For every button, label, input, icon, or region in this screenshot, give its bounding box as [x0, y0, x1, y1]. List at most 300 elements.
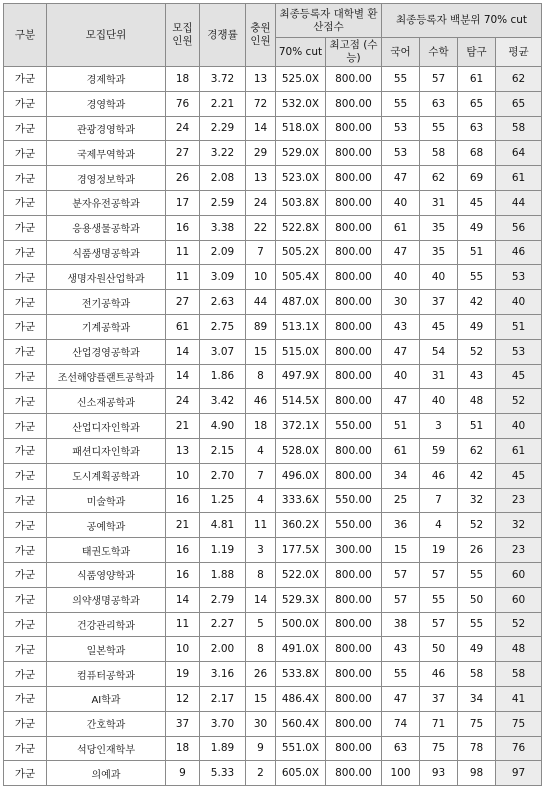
- header-max-score: 최고점 (수능): [326, 38, 382, 67]
- cut70-cell: 532.0X: [276, 91, 326, 116]
- korean-cell: 51: [382, 414, 420, 439]
- korean-cell: 34: [382, 463, 420, 488]
- division-cell: 가군: [4, 662, 47, 687]
- division-cell: 가군: [4, 686, 47, 711]
- average-cell: 52: [496, 612, 542, 637]
- max-score-cell: 300.00: [326, 538, 382, 563]
- cut70-cell: 360.2X: [276, 513, 326, 538]
- division-cell: 가군: [4, 215, 47, 240]
- inquiry-cell: 61: [458, 67, 496, 92]
- additional-cell: 14: [246, 587, 276, 612]
- competition-cell: 2.00: [200, 637, 246, 662]
- inquiry-cell: 52: [458, 339, 496, 364]
- korean-cell: 25: [382, 488, 420, 513]
- quota-cell: 18: [166, 67, 200, 92]
- quota-cell: 11: [166, 240, 200, 265]
- unit-cell: 공예학과: [47, 513, 166, 538]
- table-row: [4, 414, 542, 439]
- average-cell: 60: [496, 562, 542, 587]
- division-cell: 가군: [4, 190, 47, 215]
- max-score-cell: 800.00: [326, 686, 382, 711]
- table-row: [4, 116, 542, 141]
- unit-cell: 식품생명공학과: [47, 240, 166, 265]
- table-row: [4, 240, 542, 265]
- table-row: [4, 339, 542, 364]
- division-cell: 가군: [4, 339, 47, 364]
- inquiry-cell: 63: [458, 116, 496, 141]
- header-additional: 충원 인원: [246, 4, 276, 67]
- inquiry-cell: 52: [458, 513, 496, 538]
- table-row: [4, 190, 542, 215]
- inquiry-cell: 69: [458, 166, 496, 191]
- additional-cell: 7: [246, 463, 276, 488]
- competition-cell: 3.42: [200, 389, 246, 414]
- division-cell: 가군: [4, 116, 47, 141]
- inquiry-cell: 78: [458, 736, 496, 761]
- unit-cell: 의약생명공학과: [47, 587, 166, 612]
- math-cell: 54: [420, 339, 458, 364]
- math-cell: 40: [420, 389, 458, 414]
- quota-cell: 16: [166, 215, 200, 240]
- unit-cell: 응용생물공학과: [47, 215, 166, 240]
- korean-cell: 38: [382, 612, 420, 637]
- korean-cell: 53: [382, 116, 420, 141]
- additional-cell: 7: [246, 240, 276, 265]
- quota-cell: 27: [166, 290, 200, 315]
- average-cell: 45: [496, 463, 542, 488]
- average-cell: 58: [496, 662, 542, 687]
- header-quota: 모집 인원: [166, 4, 200, 67]
- table-row: [4, 389, 542, 414]
- division-cell: 가군: [4, 562, 47, 587]
- inquiry-cell: 48: [458, 389, 496, 414]
- division-cell: 가군: [4, 711, 47, 736]
- max-score-cell: 800.00: [326, 91, 382, 116]
- average-cell: 41: [496, 686, 542, 711]
- additional-cell: 26: [246, 662, 276, 687]
- competition-cell: 2.27: [200, 612, 246, 637]
- division-cell: 가군: [4, 141, 47, 166]
- table-row: [4, 662, 542, 687]
- table-body: [4, 67, 542, 786]
- korean-cell: 47: [382, 686, 420, 711]
- quota-cell: 19: [166, 662, 200, 687]
- additional-cell: 8: [246, 637, 276, 662]
- competition-cell: 4.90: [200, 414, 246, 439]
- unit-cell: 조선해양플랜트공학과: [47, 364, 166, 389]
- division-cell: 가군: [4, 463, 47, 488]
- competition-cell: 2.09: [200, 240, 246, 265]
- unit-cell: 태권도학과: [47, 538, 166, 563]
- unit-cell: 산업디자인학과: [47, 414, 166, 439]
- max-score-cell: 800.00: [326, 736, 382, 761]
- inquiry-cell: 51: [458, 240, 496, 265]
- math-cell: 45: [420, 314, 458, 339]
- table-row: [4, 562, 542, 587]
- additional-cell: 15: [246, 339, 276, 364]
- average-cell: 51: [496, 314, 542, 339]
- table-row: [4, 513, 542, 538]
- additional-cell: 22: [246, 215, 276, 240]
- korean-cell: 55: [382, 91, 420, 116]
- inquiry-cell: 98: [458, 761, 496, 786]
- unit-cell: 경제학과: [47, 67, 166, 92]
- unit-cell: 간호학과: [47, 711, 166, 736]
- math-cell: 57: [420, 562, 458, 587]
- inquiry-cell: 49: [458, 314, 496, 339]
- max-score-cell: 800.00: [326, 463, 382, 488]
- inquiry-cell: 58: [458, 662, 496, 687]
- unit-cell: 분자유전공학과: [47, 190, 166, 215]
- korean-cell: 47: [382, 339, 420, 364]
- unit-cell: 관광경영학과: [47, 116, 166, 141]
- quota-cell: 27: [166, 141, 200, 166]
- additional-cell: 8: [246, 364, 276, 389]
- competition-cell: 2.75: [200, 314, 246, 339]
- quota-cell: 14: [166, 339, 200, 364]
- unit-cell: 경영학과: [47, 91, 166, 116]
- math-cell: 55: [420, 116, 458, 141]
- math-cell: 31: [420, 190, 458, 215]
- math-cell: 59: [420, 438, 458, 463]
- quota-cell: 26: [166, 166, 200, 191]
- inquiry-cell: 49: [458, 215, 496, 240]
- competition-cell: 3.07: [200, 339, 246, 364]
- max-score-cell: 800.00: [326, 389, 382, 414]
- math-cell: 31: [420, 364, 458, 389]
- max-score-cell: 800.00: [326, 612, 382, 637]
- table-row: [4, 538, 542, 563]
- table-row: [4, 265, 542, 290]
- header-math: 수학: [420, 38, 458, 67]
- table-row: [4, 463, 542, 488]
- additional-cell: 44: [246, 290, 276, 315]
- korean-cell: 40: [382, 190, 420, 215]
- division-cell: 가군: [4, 488, 47, 513]
- competition-cell: 2.59: [200, 190, 246, 215]
- table-row: [4, 215, 542, 240]
- quota-cell: 9: [166, 761, 200, 786]
- competition-cell: 3.16: [200, 662, 246, 687]
- cut70-cell: 503.8X: [276, 190, 326, 215]
- inquiry-cell: 42: [458, 463, 496, 488]
- quota-cell: 24: [166, 389, 200, 414]
- math-cell: 62: [420, 166, 458, 191]
- korean-cell: 100: [382, 761, 420, 786]
- quota-cell: 24: [166, 116, 200, 141]
- competition-cell: 5.33: [200, 761, 246, 786]
- unit-cell: 국제무역학과: [47, 141, 166, 166]
- inquiry-cell: 34: [458, 686, 496, 711]
- average-cell: 62: [496, 67, 542, 92]
- average-cell: 76: [496, 736, 542, 761]
- unit-cell: 전기공학과: [47, 290, 166, 315]
- cut70-cell: 177.5X: [276, 538, 326, 563]
- quota-cell: 10: [166, 463, 200, 488]
- table-row: [4, 314, 542, 339]
- max-score-cell: 800.00: [326, 116, 382, 141]
- competition-cell: 2.70: [200, 463, 246, 488]
- korean-cell: 61: [382, 438, 420, 463]
- max-score-cell: 800.00: [326, 265, 382, 290]
- table-row: [4, 166, 542, 191]
- additional-cell: 5: [246, 612, 276, 637]
- division-cell: 가군: [4, 761, 47, 786]
- additional-cell: 3: [246, 538, 276, 563]
- average-cell: 40: [496, 414, 542, 439]
- max-score-cell: 800.00: [326, 339, 382, 364]
- math-cell: 71: [420, 711, 458, 736]
- cut70-cell: 529.3X: [276, 587, 326, 612]
- average-cell: 40: [496, 290, 542, 315]
- competition-cell: 2.15: [200, 438, 246, 463]
- inquiry-cell: 49: [458, 637, 496, 662]
- header-unit: 모집단위: [47, 4, 166, 67]
- table-row: [4, 736, 542, 761]
- math-cell: 46: [420, 662, 458, 687]
- math-cell: 57: [420, 67, 458, 92]
- quota-cell: 21: [166, 513, 200, 538]
- additional-cell: 4: [246, 488, 276, 513]
- korean-cell: 55: [382, 662, 420, 687]
- average-cell: 48: [496, 637, 542, 662]
- unit-cell: 도시계획공학과: [47, 463, 166, 488]
- quota-cell: 16: [166, 562, 200, 587]
- quota-cell: 13: [166, 438, 200, 463]
- competition-cell: 1.89: [200, 736, 246, 761]
- competition-cell: 3.70: [200, 711, 246, 736]
- competition-cell: 4.81: [200, 513, 246, 538]
- korean-cell: 43: [382, 314, 420, 339]
- quota-cell: 16: [166, 488, 200, 513]
- max-score-cell: 800.00: [326, 364, 382, 389]
- math-cell: 93: [420, 761, 458, 786]
- quota-cell: 11: [166, 265, 200, 290]
- division-cell: 가군: [4, 414, 47, 439]
- cut70-cell: 605.0X: [276, 761, 326, 786]
- cut70-cell: 560.4X: [276, 711, 326, 736]
- math-cell: 58: [420, 141, 458, 166]
- additional-cell: 72: [246, 91, 276, 116]
- max-score-cell: 800.00: [326, 637, 382, 662]
- average-cell: 44: [496, 190, 542, 215]
- division-cell: 가군: [4, 587, 47, 612]
- additional-cell: 30: [246, 711, 276, 736]
- additional-cell: 46: [246, 389, 276, 414]
- additional-cell: 8: [246, 562, 276, 587]
- math-cell: 50: [420, 637, 458, 662]
- math-cell: 40: [420, 265, 458, 290]
- quota-cell: 37: [166, 711, 200, 736]
- quota-cell: 61: [166, 314, 200, 339]
- competition-cell: 1.88: [200, 562, 246, 587]
- korean-cell: 47: [382, 389, 420, 414]
- competition-cell: 3.22: [200, 141, 246, 166]
- inquiry-cell: 65: [458, 91, 496, 116]
- max-score-cell: 550.00: [326, 513, 382, 538]
- cut70-cell: 505.4X: [276, 265, 326, 290]
- competition-cell: 2.08: [200, 166, 246, 191]
- math-cell: 37: [420, 686, 458, 711]
- quota-cell: 21: [166, 414, 200, 439]
- division-cell: 가군: [4, 513, 47, 538]
- cut70-cell: 491.0X: [276, 637, 326, 662]
- math-cell: 37: [420, 290, 458, 315]
- korean-cell: 40: [382, 364, 420, 389]
- cut70-cell: 333.6X: [276, 488, 326, 513]
- table-row: [4, 761, 542, 786]
- math-cell: 46: [420, 463, 458, 488]
- max-score-cell: 800.00: [326, 215, 382, 240]
- inquiry-cell: 26: [458, 538, 496, 563]
- inquiry-cell: 75: [458, 711, 496, 736]
- division-cell: 가군: [4, 438, 47, 463]
- inquiry-cell: 55: [458, 612, 496, 637]
- additional-cell: 29: [246, 141, 276, 166]
- additional-cell: 13: [246, 166, 276, 191]
- average-cell: 52: [496, 389, 542, 414]
- admission-results-table: [3, 3, 542, 786]
- average-cell: 23: [496, 538, 542, 563]
- korean-cell: 74: [382, 711, 420, 736]
- korean-cell: 57: [382, 562, 420, 587]
- table-row: [4, 91, 542, 116]
- math-cell: 55: [420, 587, 458, 612]
- division-cell: 가군: [4, 364, 47, 389]
- math-cell: 4: [420, 513, 458, 538]
- quota-cell: 11: [166, 612, 200, 637]
- table-row: [4, 67, 542, 92]
- math-cell: 75: [420, 736, 458, 761]
- quota-cell: 12: [166, 686, 200, 711]
- unit-cell: 의예과: [47, 761, 166, 786]
- competition-cell: 2.21: [200, 91, 246, 116]
- cut70-cell: 533.8X: [276, 662, 326, 687]
- korean-cell: 40: [382, 265, 420, 290]
- quota-cell: 76: [166, 91, 200, 116]
- inquiry-cell: 62: [458, 438, 496, 463]
- cut70-cell: 513.1X: [276, 314, 326, 339]
- max-score-cell: 800.00: [326, 67, 382, 92]
- additional-cell: 24: [246, 190, 276, 215]
- unit-cell: 미술학과: [47, 488, 166, 513]
- max-score-cell: 800.00: [326, 290, 382, 315]
- average-cell: 53: [496, 339, 542, 364]
- inquiry-cell: 42: [458, 290, 496, 315]
- korean-cell: 36: [382, 513, 420, 538]
- unit-cell: 기계공학과: [47, 314, 166, 339]
- average-cell: 61: [496, 166, 542, 191]
- cut70-cell: 505.2X: [276, 240, 326, 265]
- competition-cell: 1.86: [200, 364, 246, 389]
- header-division: 구분: [4, 4, 47, 67]
- quota-cell: 18: [166, 736, 200, 761]
- cut70-cell: 500.0X: [276, 612, 326, 637]
- korean-cell: 55: [382, 67, 420, 92]
- average-cell: 32: [496, 513, 542, 538]
- korean-cell: 53: [382, 141, 420, 166]
- inquiry-cell: 45: [458, 190, 496, 215]
- unit-cell: 일본학과: [47, 637, 166, 662]
- cut70-cell: 522.0X: [276, 562, 326, 587]
- additional-cell: 89: [246, 314, 276, 339]
- cut70-cell: 515.0X: [276, 339, 326, 364]
- math-cell: 35: [420, 215, 458, 240]
- competition-cell: 2.29: [200, 116, 246, 141]
- unit-cell: 생명자원산업학과: [47, 265, 166, 290]
- division-cell: 가군: [4, 240, 47, 265]
- unit-cell: 패션디자인학과: [47, 438, 166, 463]
- inquiry-cell: 43: [458, 364, 496, 389]
- korean-cell: 63: [382, 736, 420, 761]
- average-cell: 53: [496, 265, 542, 290]
- korean-cell: 61: [382, 215, 420, 240]
- average-cell: 58: [496, 116, 542, 141]
- inquiry-cell: 55: [458, 265, 496, 290]
- cut70-cell: 529.0X: [276, 141, 326, 166]
- table-row: [4, 587, 542, 612]
- additional-cell: 13: [246, 67, 276, 92]
- header-percentile-group: 최종등록자 백분위 70% cut: [382, 4, 542, 38]
- average-cell: 65: [496, 91, 542, 116]
- max-score-cell: 800.00: [326, 761, 382, 786]
- korean-cell: 30: [382, 290, 420, 315]
- unit-cell: 산업경영공학과: [47, 339, 166, 364]
- division-cell: 가군: [4, 389, 47, 414]
- table-row: [4, 141, 542, 166]
- average-cell: 56: [496, 215, 542, 240]
- quota-cell: 14: [166, 587, 200, 612]
- unit-cell: 신소재공학과: [47, 389, 166, 414]
- average-cell: 97: [496, 761, 542, 786]
- table-row: [4, 438, 542, 463]
- inquiry-cell: 68: [458, 141, 496, 166]
- max-score-cell: 800.00: [326, 314, 382, 339]
- table-row: [4, 290, 542, 315]
- average-cell: 45: [496, 364, 542, 389]
- math-cell: 35: [420, 240, 458, 265]
- additional-cell: 11: [246, 513, 276, 538]
- competition-cell: 3.09: [200, 265, 246, 290]
- table-row: [4, 364, 542, 389]
- max-score-cell: 800.00: [326, 240, 382, 265]
- additional-cell: 15: [246, 686, 276, 711]
- cut70-cell: 525.0X: [276, 67, 326, 92]
- math-cell: 57: [420, 612, 458, 637]
- additional-cell: 2: [246, 761, 276, 786]
- competition-cell: 2.79: [200, 587, 246, 612]
- competition-cell: 3.38: [200, 215, 246, 240]
- competition-cell: 2.63: [200, 290, 246, 315]
- division-cell: 가군: [4, 265, 47, 290]
- quota-cell: 10: [166, 637, 200, 662]
- max-score-cell: 800.00: [326, 711, 382, 736]
- average-cell: 64: [496, 141, 542, 166]
- korean-cell: 57: [382, 587, 420, 612]
- korean-cell: 47: [382, 240, 420, 265]
- division-cell: 가군: [4, 166, 47, 191]
- average-cell: 46: [496, 240, 542, 265]
- division-cell: 가군: [4, 538, 47, 563]
- header-korean: 국어: [382, 38, 420, 67]
- header-score-group: 최종등록자 대학별 환산점수: [276, 4, 382, 38]
- math-cell: 19: [420, 538, 458, 563]
- max-score-cell: 550.00: [326, 414, 382, 439]
- max-score-cell: 800.00: [326, 438, 382, 463]
- unit-cell: 건강관리학과: [47, 612, 166, 637]
- additional-cell: 14: [246, 116, 276, 141]
- unit-cell: 석당인재학부: [47, 736, 166, 761]
